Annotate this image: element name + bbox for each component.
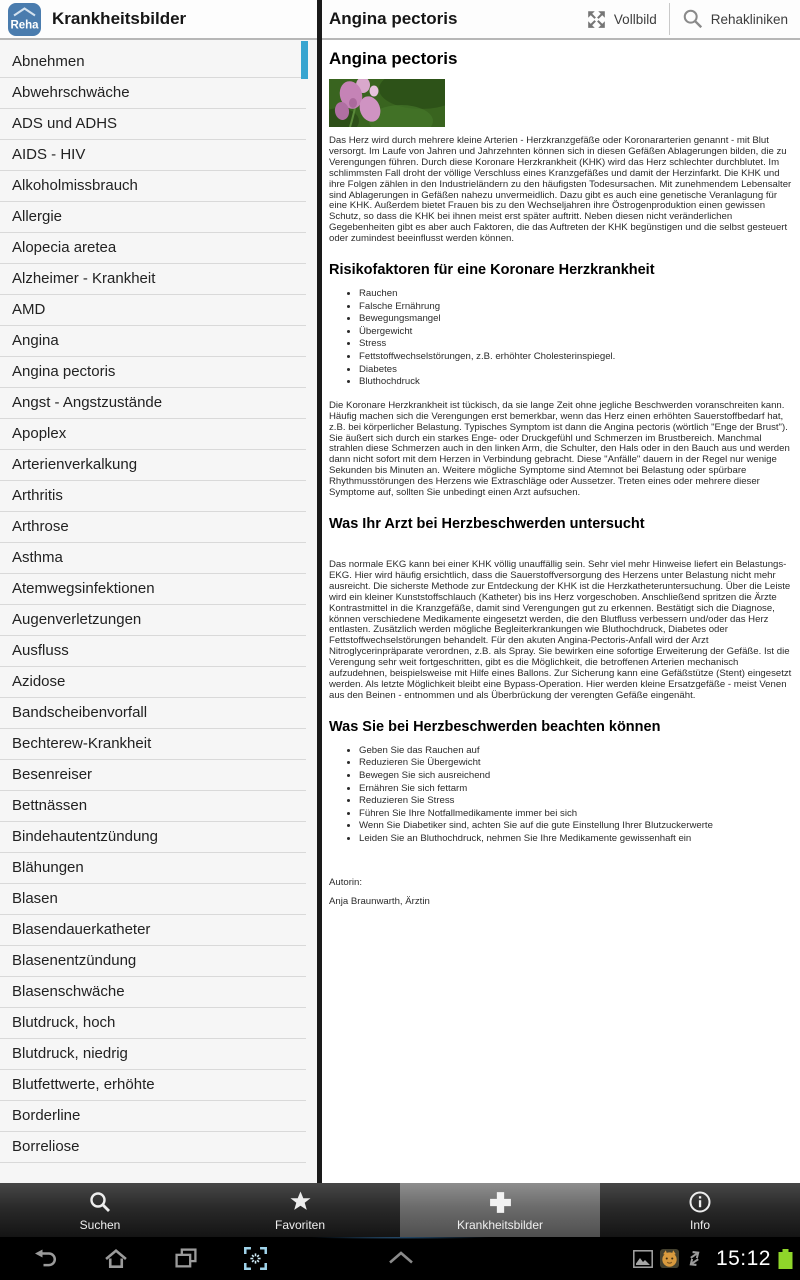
status-clock: 15:12 bbox=[715, 1246, 771, 1270]
recent-apps-button[interactable] bbox=[173, 1247, 199, 1270]
advice-item: • Reduzieren Sie Übergewicht bbox=[359, 757, 792, 770]
disease-list-item[interactable]: Blutdruck, hoch bbox=[0, 1008, 306, 1039]
disease-list-item[interactable]: Allergie bbox=[0, 202, 306, 233]
disease-list-item[interactable]: Alzheimer - Krankheit bbox=[0, 264, 306, 295]
doctor-paragraph: Das normale EKG kann bei einer KHK völlig unauffällig sein. Sehr viel mehr Hinweise liefert ein Belastungs-EKG. Hier wird häufig ersichtlich, dass die Sauerstoffversorgung des Herzens unter Belastung nicht mehr ausreicht. Die sicherste Methode zur Entdeckung der KHK ist die Herzkatheteruntersuchung. Über die Leiste wird ein kleiner Kunststoffschlauch (Katheter) bis ins Herz vorgeschoben. Anschließend spritzen die Ärzte Kontrastmittel in die Kranzgefäße, damit sind Verengungen gut zu erkennen. Bestätigt sich die Diagnose, können verschiedene Medikamente eingesetzt werden, die den Blutfluss verbessern und/oder das Herz entlasten. Zusätzlich werden mögliche Begleiterkrankungen wie Bluthochdruck, Diabetes oder Fettstoffwechselstörungen behandelt. Für den akuten Angina-Pectoris-Anfall wird der Arzt Nitroglycerinpräparate verordnen, z.B. als Spray. Sie bewirken eine sofortige Erweiterung der Gefäße. Ist die Verengung sehr weit fortgeschritten, gibt es die Möglichkeit, die betroffenen Arterien mechanisch aufzudehnen, beispielsweise mit Hilfe eines Ballons. Zur Sicherung kann eine Gefäßstütze (Stent) eingesetzt werden. Als letzte Möglichkeit bleibt eine Bypass-Operation. Hier werden kleine Ersatzgefäße - meist Venen aus den Beinen - entnommen und als Überbrückung der verengten Gefäße eingenäht. bbox=[329, 558, 792, 701]
doctor-section-heading: Was Ihr Arzt bei Herzbeschwerden untersucht bbox=[329, 515, 645, 532]
bottom-tab-bar bbox=[0, 1183, 800, 1237]
screenshot-icon bbox=[243, 1246, 268, 1271]
foxglove-flower-photo bbox=[329, 79, 445, 127]
screenshot-button[interactable] bbox=[243, 1246, 268, 1271]
disease-list-item[interactable]: Blutfettwerte, erhöhte bbox=[0, 1070, 306, 1101]
disease-list-item[interactable]: AMD bbox=[0, 295, 306, 326]
tab-info[interactable] bbox=[600, 1183, 800, 1237]
risk-factor-item: • Fettstoffwechselstörungen, z.B. erhöhter Cholesterinspiegel. bbox=[359, 351, 792, 364]
disease-list-item[interactable]: Bechterew-Krankheit bbox=[0, 729, 306, 760]
expand-panel-button[interactable] bbox=[388, 1251, 414, 1269]
risk-factor-item: • Bluthochdruck bbox=[359, 376, 792, 389]
home-icon bbox=[103, 1247, 129, 1270]
advice-item: • Wenn Sie Diabetiker sind, achten Sie auf die gute Einstellung Ihrer Blutzuckerwerte bbox=[359, 820, 792, 833]
author-label: Autorin: bbox=[329, 876, 363, 888]
disease-list-item[interactable]: Blasendauerkatheter bbox=[0, 915, 306, 946]
chevron-up-icon bbox=[388, 1251, 414, 1264]
cat-app-icon bbox=[660, 1249, 679, 1268]
advice-item: • Ernähren Sie sich fettarm bbox=[359, 783, 792, 796]
list-scrollbar[interactable] bbox=[301, 41, 308, 79]
advice-item: • Reduzieren Sie Stress bbox=[359, 795, 792, 808]
disease-list-item[interactable]: Abwehrschwäche bbox=[0, 78, 306, 109]
disease-list-item[interactable]: Bandscheibenvorfall bbox=[0, 698, 306, 729]
disease-list-item[interactable]: Arthrose bbox=[0, 512, 306, 543]
disease-list-item[interactable]: Arterienverkalkung bbox=[0, 450, 306, 481]
tab-suchen[interactable] bbox=[0, 1183, 200, 1237]
article-header-title: Angina pectoris bbox=[329, 9, 458, 28]
disease-list-pane bbox=[0, 0, 317, 1183]
symptoms-paragraph: Die Koronare Herzkrankheit ist tückisch, da sie lange Zeit ohne jegliche Beschwerden voranschreiten kann. Häufig machen sich die Verengungen erst bemerkbar, wenn das Herz einen erhöhten Sauerstoffbedarf hat, z.B. bei körperlicher Belastung. Typisches Symptom ist dann die Angina pectoris (wörtlich "Enge der Brust"). Sie äußert sich durch ein starkes Enge- oder Druckgefühl und Schmerzen im Brustbereich. Manchmal strahlen diese Schmerzen auch in den linken Arm, die Schulter, den Hals oder in den Bauch aus und werden dann nicht sofort mit dem Herzen in Verbindung gebracht. Diese "Anfälle" dauern in der Regel nur wenige Sekunden bis Minuten an. Weitere mögliche Symptome sind Atemnot bei Belastung oder spürbare Rhythmusstörungen des Herzens wie Extraschläge oder Aussetzer. Treten eines oder mehrere dieser Symptome auf, sollten Sie unbedingt einen Arzt aufsuchen. bbox=[329, 399, 790, 499]
author-name: Anja Braunwarth, Ärztin bbox=[329, 896, 430, 908]
tab-krankheitsbilder-label: Krankheitsbilder bbox=[456, 1218, 544, 1232]
disease-list-item[interactable]: Borreliose bbox=[0, 1132, 306, 1163]
magnifier-icon bbox=[682, 8, 704, 30]
tab-favoriten-label: Favoriten bbox=[274, 1218, 326, 1232]
disease-list-item[interactable]: Blasenschwäche bbox=[0, 977, 306, 1008]
advice-item: • Bewegen Sie sich ausreichend bbox=[359, 770, 792, 783]
risk-factor-item: • Bewegungsmangel bbox=[359, 313, 792, 326]
star-icon bbox=[288, 1190, 313, 1214]
article-intro-paragraph: Das Herz wird durch mehrere kleine Arterien - Herzkranzgefäße oder Koronararterien genannt - mit Blut versorgt. Im Laufe von Jahren und Jahrzehnten können sich in diesen Gefäßen Ablagerungen bilden, die zu Verengungen führen. Durch diese Koronare Herzkrankheit (KHK) wird das Herz schlechter durchblutet. Im schlimmsten Fall droht der völlige Verschluss eines Kranzgefäßes und damit der Herzinfarkt. Die KHK und ihre Folgen zählen in den Industrieländern zu den häufigsten Todesursachen. Mit zunehmendem Lebensalter sind Ablagerungen in Gefäßen nahezu unvermeidlich. Dazu gibt es auch eine genetische Veranlagung für eine KHK. Außerdem bietet Frauen bis zu den Wechseljahren ihre Östrogenproduktion einen gewissen Schutz, so dass die KHK bei ihnen meist erst später auftritt. Neben diesen nicht veränderlichen Gegebenheiten gibt es aber auch Faktoren, die das Auftreten der KHK begünstigen und die selbst gesteuert oder zumindest beeinflusst werden können. bbox=[329, 135, 792, 245]
home-button[interactable] bbox=[103, 1247, 129, 1270]
article-pane bbox=[322, 0, 800, 1183]
tab-favoriten[interactable] bbox=[200, 1183, 400, 1237]
fullscreen-button[interactable] bbox=[574, 0, 669, 38]
disease-list-item[interactable]: Bettnässen bbox=[0, 791, 306, 822]
reha-logo-icon bbox=[8, 3, 41, 36]
advice-item: • Leiden Sie an Bluthochdruck, nehmen Sie Ihre Medikamente gewissenhaft ein bbox=[359, 833, 792, 846]
risk-factor-item: • Übergewicht bbox=[359, 326, 792, 339]
info-icon bbox=[688, 1190, 712, 1214]
disease-list-item[interactable]: Apoplex bbox=[0, 419, 306, 450]
rehakliniken-label: Rehakliniken bbox=[710, 11, 788, 27]
back-icon bbox=[32, 1247, 59, 1270]
disease-list-item[interactable]: Augenverletzungen bbox=[0, 605, 306, 636]
disease-list-item[interactable]: Abnehmen bbox=[0, 47, 306, 78]
disease-list-item[interactable]: Bindehautentzündung bbox=[0, 822, 306, 853]
reha-logo-text: Reha bbox=[10, 19, 39, 31]
search-icon bbox=[88, 1190, 112, 1214]
disease-list-item[interactable]: Blähungen bbox=[0, 853, 306, 884]
fullscreen-arrows-icon bbox=[586, 9, 607, 30]
risk-factor-list bbox=[329, 288, 792, 389]
disease-list-item[interactable]: Besenreiser bbox=[0, 760, 306, 791]
advice-section-heading: Was Sie bei Herzbeschwerden beachten können bbox=[329, 718, 661, 735]
disease-list-item[interactable]: Alopecia aretea bbox=[0, 233, 306, 264]
disease-list[interactable] bbox=[0, 40, 317, 1183]
disease-list-item[interactable]: Angina bbox=[0, 326, 306, 357]
left-pane-title: Krankheitsbilder bbox=[52, 9, 187, 28]
disease-list-item[interactable]: Ausfluss bbox=[0, 636, 306, 667]
disease-list-item[interactable]: AIDS - HIV bbox=[0, 140, 306, 171]
advice-item: • Geben Sie das Rauchen auf bbox=[359, 745, 792, 758]
rehakliniken-search-button[interactable] bbox=[670, 0, 800, 38]
disease-list-item[interactable]: Blasenentzündung bbox=[0, 946, 306, 977]
tab-info-label: Info bbox=[689, 1218, 710, 1232]
advice-item: • Führen Sie Ihre Notfallmedikamente immer bei sich bbox=[359, 808, 792, 821]
risk-factor-item: • Falsche Ernährung bbox=[359, 301, 792, 314]
risk-factor-item: • Rauchen bbox=[359, 288, 792, 301]
sync-icon bbox=[686, 1250, 703, 1267]
disease-list-item[interactable]: Angina pectoris bbox=[0, 357, 306, 388]
disease-list-item[interactable]: Asthma bbox=[0, 543, 306, 574]
recents-icon bbox=[173, 1247, 199, 1270]
disease-list-item[interactable]: Borderline bbox=[0, 1101, 306, 1132]
fullscreen-label: Vollbild bbox=[613, 11, 657, 27]
article-title: Angina pectoris bbox=[329, 49, 458, 68]
disease-list-item[interactable]: Atemwegsinfektionen bbox=[0, 574, 306, 605]
disease-list-item[interactable]: Azidose bbox=[0, 667, 306, 698]
right-header bbox=[322, 0, 800, 40]
status-area[interactable] bbox=[633, 1247, 800, 1271]
plus-icon bbox=[488, 1190, 513, 1215]
left-header bbox=[0, 0, 317, 40]
disease-list-item[interactable]: Blutdruck, niedrig bbox=[0, 1039, 306, 1070]
battery-icon bbox=[778, 1248, 793, 1270]
disease-list-item[interactable]: Arthritis bbox=[0, 481, 306, 512]
gallery-icon bbox=[633, 1250, 653, 1268]
risk-factor-item: • Stress bbox=[359, 338, 792, 351]
disease-list-item[interactable]: Alkoholmissbrauch bbox=[0, 171, 306, 202]
android-navigation-bar bbox=[0, 1237, 800, 1280]
disease-list-item[interactable]: Angst - Angstzustände bbox=[0, 388, 306, 419]
risk-section-heading: Risikofaktoren für eine Koronare Herzkrankheit bbox=[329, 262, 655, 279]
disease-list-item[interactable]: ADS und ADHS bbox=[0, 109, 306, 140]
back-button[interactable] bbox=[32, 1247, 59, 1270]
tab-krankheitsbilder[interactable] bbox=[400, 1183, 600, 1237]
risk-factor-item: • Diabetes bbox=[359, 364, 792, 377]
advice-list bbox=[329, 745, 792, 846]
disease-list-item[interactable]: Blasen bbox=[0, 884, 306, 915]
article-content[interactable] bbox=[322, 40, 800, 1183]
tab-suchen-label: Suchen bbox=[79, 1218, 121, 1232]
